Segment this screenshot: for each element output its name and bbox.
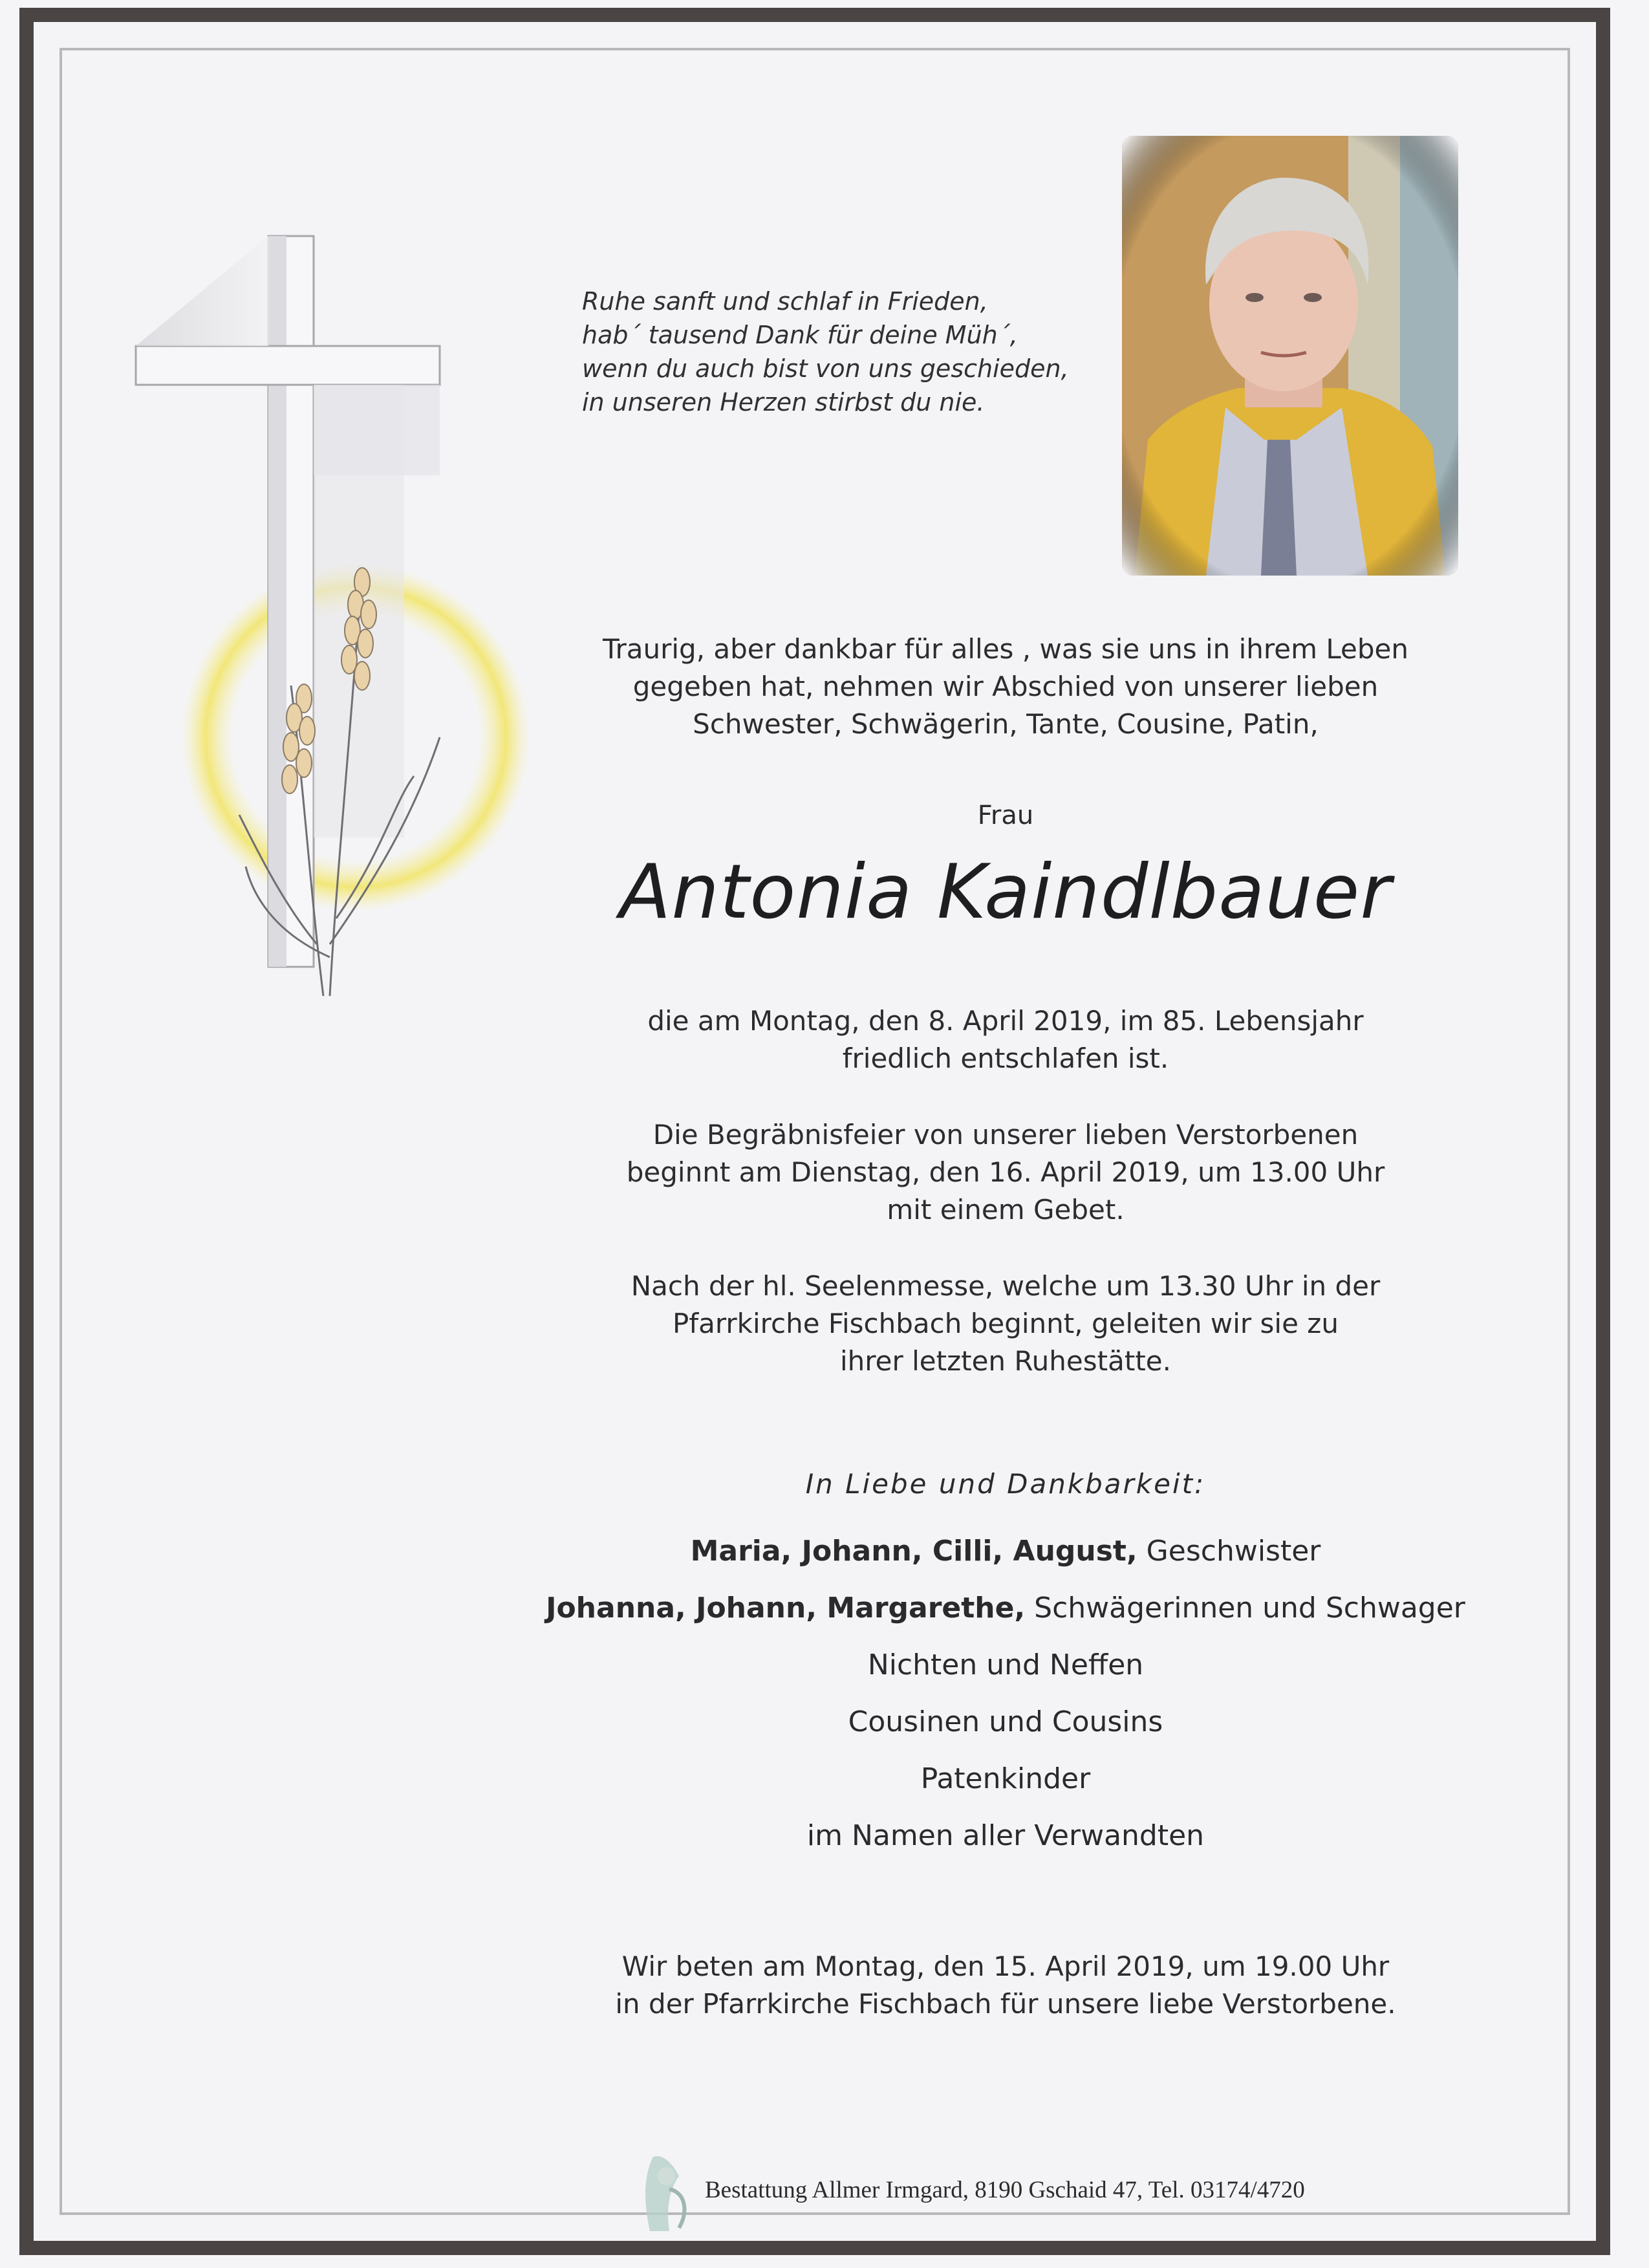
intro-paragraph (569, 631, 1442, 743)
wheat-icon (233, 491, 453, 1009)
mourner-relation: im Namen aller Verwandten (806, 1819, 1205, 1852)
death-line: friedlich entschlafen ist. (842, 1042, 1169, 1074)
mourner-names: Maria, Johann, Cilli, August, (690, 1535, 1137, 1568)
mourners-heading: In Liebe und Dankbarkeit: (805, 1468, 1206, 1500)
prayer-paragraph (569, 1948, 1442, 2023)
death-paragraph (569, 1002, 1442, 1077)
mourner-row (517, 1817, 1494, 1874)
mass-line: ihrer letzten Ruhestätte. (840, 1345, 1171, 1377)
angel-icon (640, 2150, 692, 2234)
mourner-relation: Patenkinder (920, 1762, 1091, 1795)
prayer-line: Wir beten am Montag, den 15. April 2019, um 19.00 Uhr (621, 1950, 1390, 1982)
mourner-relation: Schwägerinnen und Schwager (1025, 1592, 1465, 1625)
funeral-line: beginnt am Dienstag, den 16. April 2019, um 13.00 Uhr (626, 1156, 1385, 1188)
mourner-names: Johanna, Johann, Margarethe, (546, 1592, 1026, 1625)
mourner-row (517, 1760, 1494, 1817)
death-line: die am Montag, den 8. April 2019, im 85. Lebensjahr (647, 1005, 1364, 1037)
mourner-relation: Nichten und Neffen (867, 1648, 1144, 1681)
undertaker-info: Bestattung Allmer Irmgard, 8190 Gschaid 47, Tel. 03174/4720 (705, 2177, 1305, 2203)
mourner-row (517, 1703, 1494, 1760)
funeral-line: Die Begräbnisfeier von unserer lieben Verstorbenen (652, 1119, 1359, 1150)
mourner-relation: Geschwister (1137, 1535, 1321, 1568)
mass-line: Nach der hl. Seelenmesse, welche um 13.30 Uhr in der (630, 1270, 1381, 1302)
mourners-list (517, 1533, 1494, 1874)
mass-paragraph (569, 1268, 1442, 1380)
poem-line: hab´ tausend Dank für deine Müh´, (582, 321, 1018, 349)
mourner-row (517, 1647, 1494, 1703)
funeral-line: mit einem Gebet. (887, 1194, 1125, 1226)
intro-line: gegeben hat, nehmen wir Abschied von unserer lieben (632, 671, 1379, 702)
deceased-name: Antonia Kaindlbauer (620, 848, 1392, 936)
intro-line: Traurig, aber dankbar für alles , was sie uns in ihrem Leben (602, 633, 1408, 665)
poem (582, 285, 1112, 419)
poem-line: wenn du auch bist von uns geschieden, (582, 354, 1069, 383)
funeral-paragraph (569, 1116, 1442, 1229)
mourner-relation: Cousinen und Cousins (848, 1705, 1163, 1738)
poem-line: in unseren Herzen stirbst du nie. (582, 388, 985, 416)
mourner-row (517, 1533, 1494, 1590)
mourner-row (517, 1590, 1494, 1647)
mass-line: Pfarrkirche Fischbach beginnt, geleiten wir sie zu (673, 1308, 1339, 1339)
portrait-photo (1122, 136, 1458, 576)
poem-line: Ruhe sanft und schlaf in Frieden, (582, 287, 988, 316)
intro-line: Schwester, Schwägerin, Tante, Cousine, Patin, (693, 708, 1319, 740)
prayer-line: in der Pfarrkirche Fischbach für unsere liebe Verstorbene. (615, 1988, 1396, 2020)
salutation: Frau (977, 801, 1034, 830)
